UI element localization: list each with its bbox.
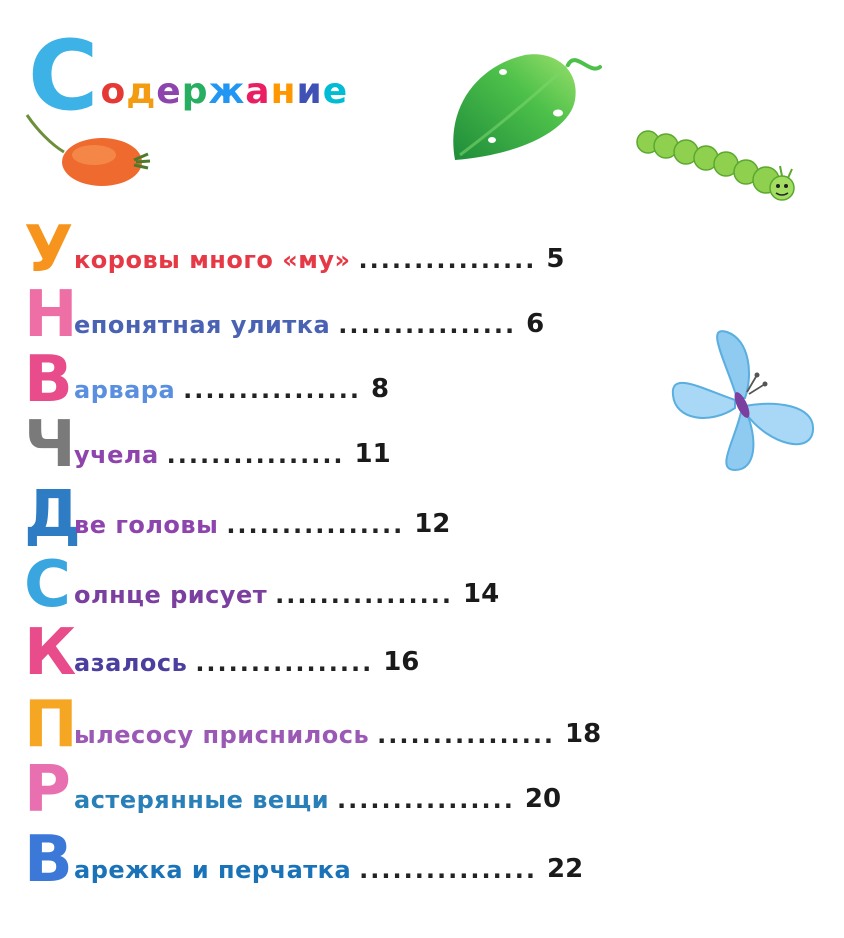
toc-entry[interactable] [24, 753, 562, 827]
entry-title: азалось [74, 649, 188, 677]
entry-page-number: 11 [354, 439, 391, 469]
title-letter: и [296, 71, 323, 112]
entry-page-number: 20 [524, 784, 562, 814]
entry-leader-dots: ................ [377, 721, 556, 749]
toc-entry[interactable] [24, 616, 420, 690]
title-letter: н [270, 71, 297, 112]
toc-entry[interactable] [24, 343, 390, 417]
entry-title: коровы много «му» [74, 246, 351, 274]
entry-title: ве головы [74, 511, 219, 539]
toc-entry[interactable] [24, 213, 565, 287]
entry-title: олнце рисует [74, 581, 268, 609]
entry-title: астерянные вещи [74, 786, 330, 814]
butterfly-icon [665, 320, 825, 480]
toc-entry[interactable] [24, 408, 391, 482]
entry-page-number: 18 [565, 719, 602, 749]
title-letter: е [322, 71, 349, 112]
entry-page-number: 8 [371, 374, 390, 404]
title-letter: о [100, 71, 127, 112]
title-letter: е [156, 71, 182, 112]
entry-leader-dots: ................ [183, 376, 362, 404]
entry-title: учела [74, 441, 159, 469]
entry-page-number: 12 [414, 509, 451, 539]
toc-entry[interactable] [24, 278, 545, 352]
entry-page-number: 16 [383, 647, 420, 677]
entry-title: епонятная улитка [74, 311, 331, 339]
entry-initial: Ч [24, 408, 76, 482]
toc-entry[interactable] [24, 478, 451, 552]
entry-initial: Д [24, 478, 81, 552]
entry-leader-dots: ................ [166, 441, 345, 469]
entry-initial: Р [24, 753, 71, 827]
toc-entry[interactable] [24, 688, 602, 762]
title-letter: а [245, 71, 271, 112]
entry-initial: С [24, 548, 71, 622]
caterpillar-icon [630, 120, 810, 215]
rosehip-berry-icon [22, 110, 152, 195]
entry-initial: У [24, 213, 74, 287]
entry-initial: Н [24, 278, 78, 352]
entry-leader-dots: ................ [337, 786, 515, 814]
entry-page-number: 22 [547, 854, 584, 884]
leaf-icon [440, 45, 610, 175]
title-letter: д [126, 71, 157, 112]
entry-initial: В [24, 823, 73, 897]
entry-title: арвара [74, 376, 176, 404]
entry-title: арежка и перчатка [74, 856, 352, 884]
entry-initial: К [24, 616, 77, 690]
entry-page-number: 6 [526, 309, 545, 339]
title-letter: р [181, 71, 209, 112]
title-letter: ж [208, 71, 246, 112]
title-initial: С [28, 20, 99, 132]
entry-leader-dots: ................ [226, 511, 405, 539]
entry-leader-dots: ................ [275, 581, 453, 609]
entry-initial: В [24, 343, 73, 417]
entry-page-number: 14 [463, 579, 500, 609]
toc-entry[interactable] [24, 548, 500, 622]
entry-leader-dots: ................ [358, 246, 537, 274]
entry-title: ылесосу приснилось [74, 721, 370, 749]
toc-entry[interactable] [24, 823, 584, 897]
entry-leader-dots: ................ [338, 311, 517, 339]
entry-initial: П [24, 688, 78, 762]
entry-leader-dots: ................ [359, 856, 538, 884]
entry-leader-dots: ................ [195, 649, 374, 677]
entry-page-number: 5 [546, 244, 565, 274]
